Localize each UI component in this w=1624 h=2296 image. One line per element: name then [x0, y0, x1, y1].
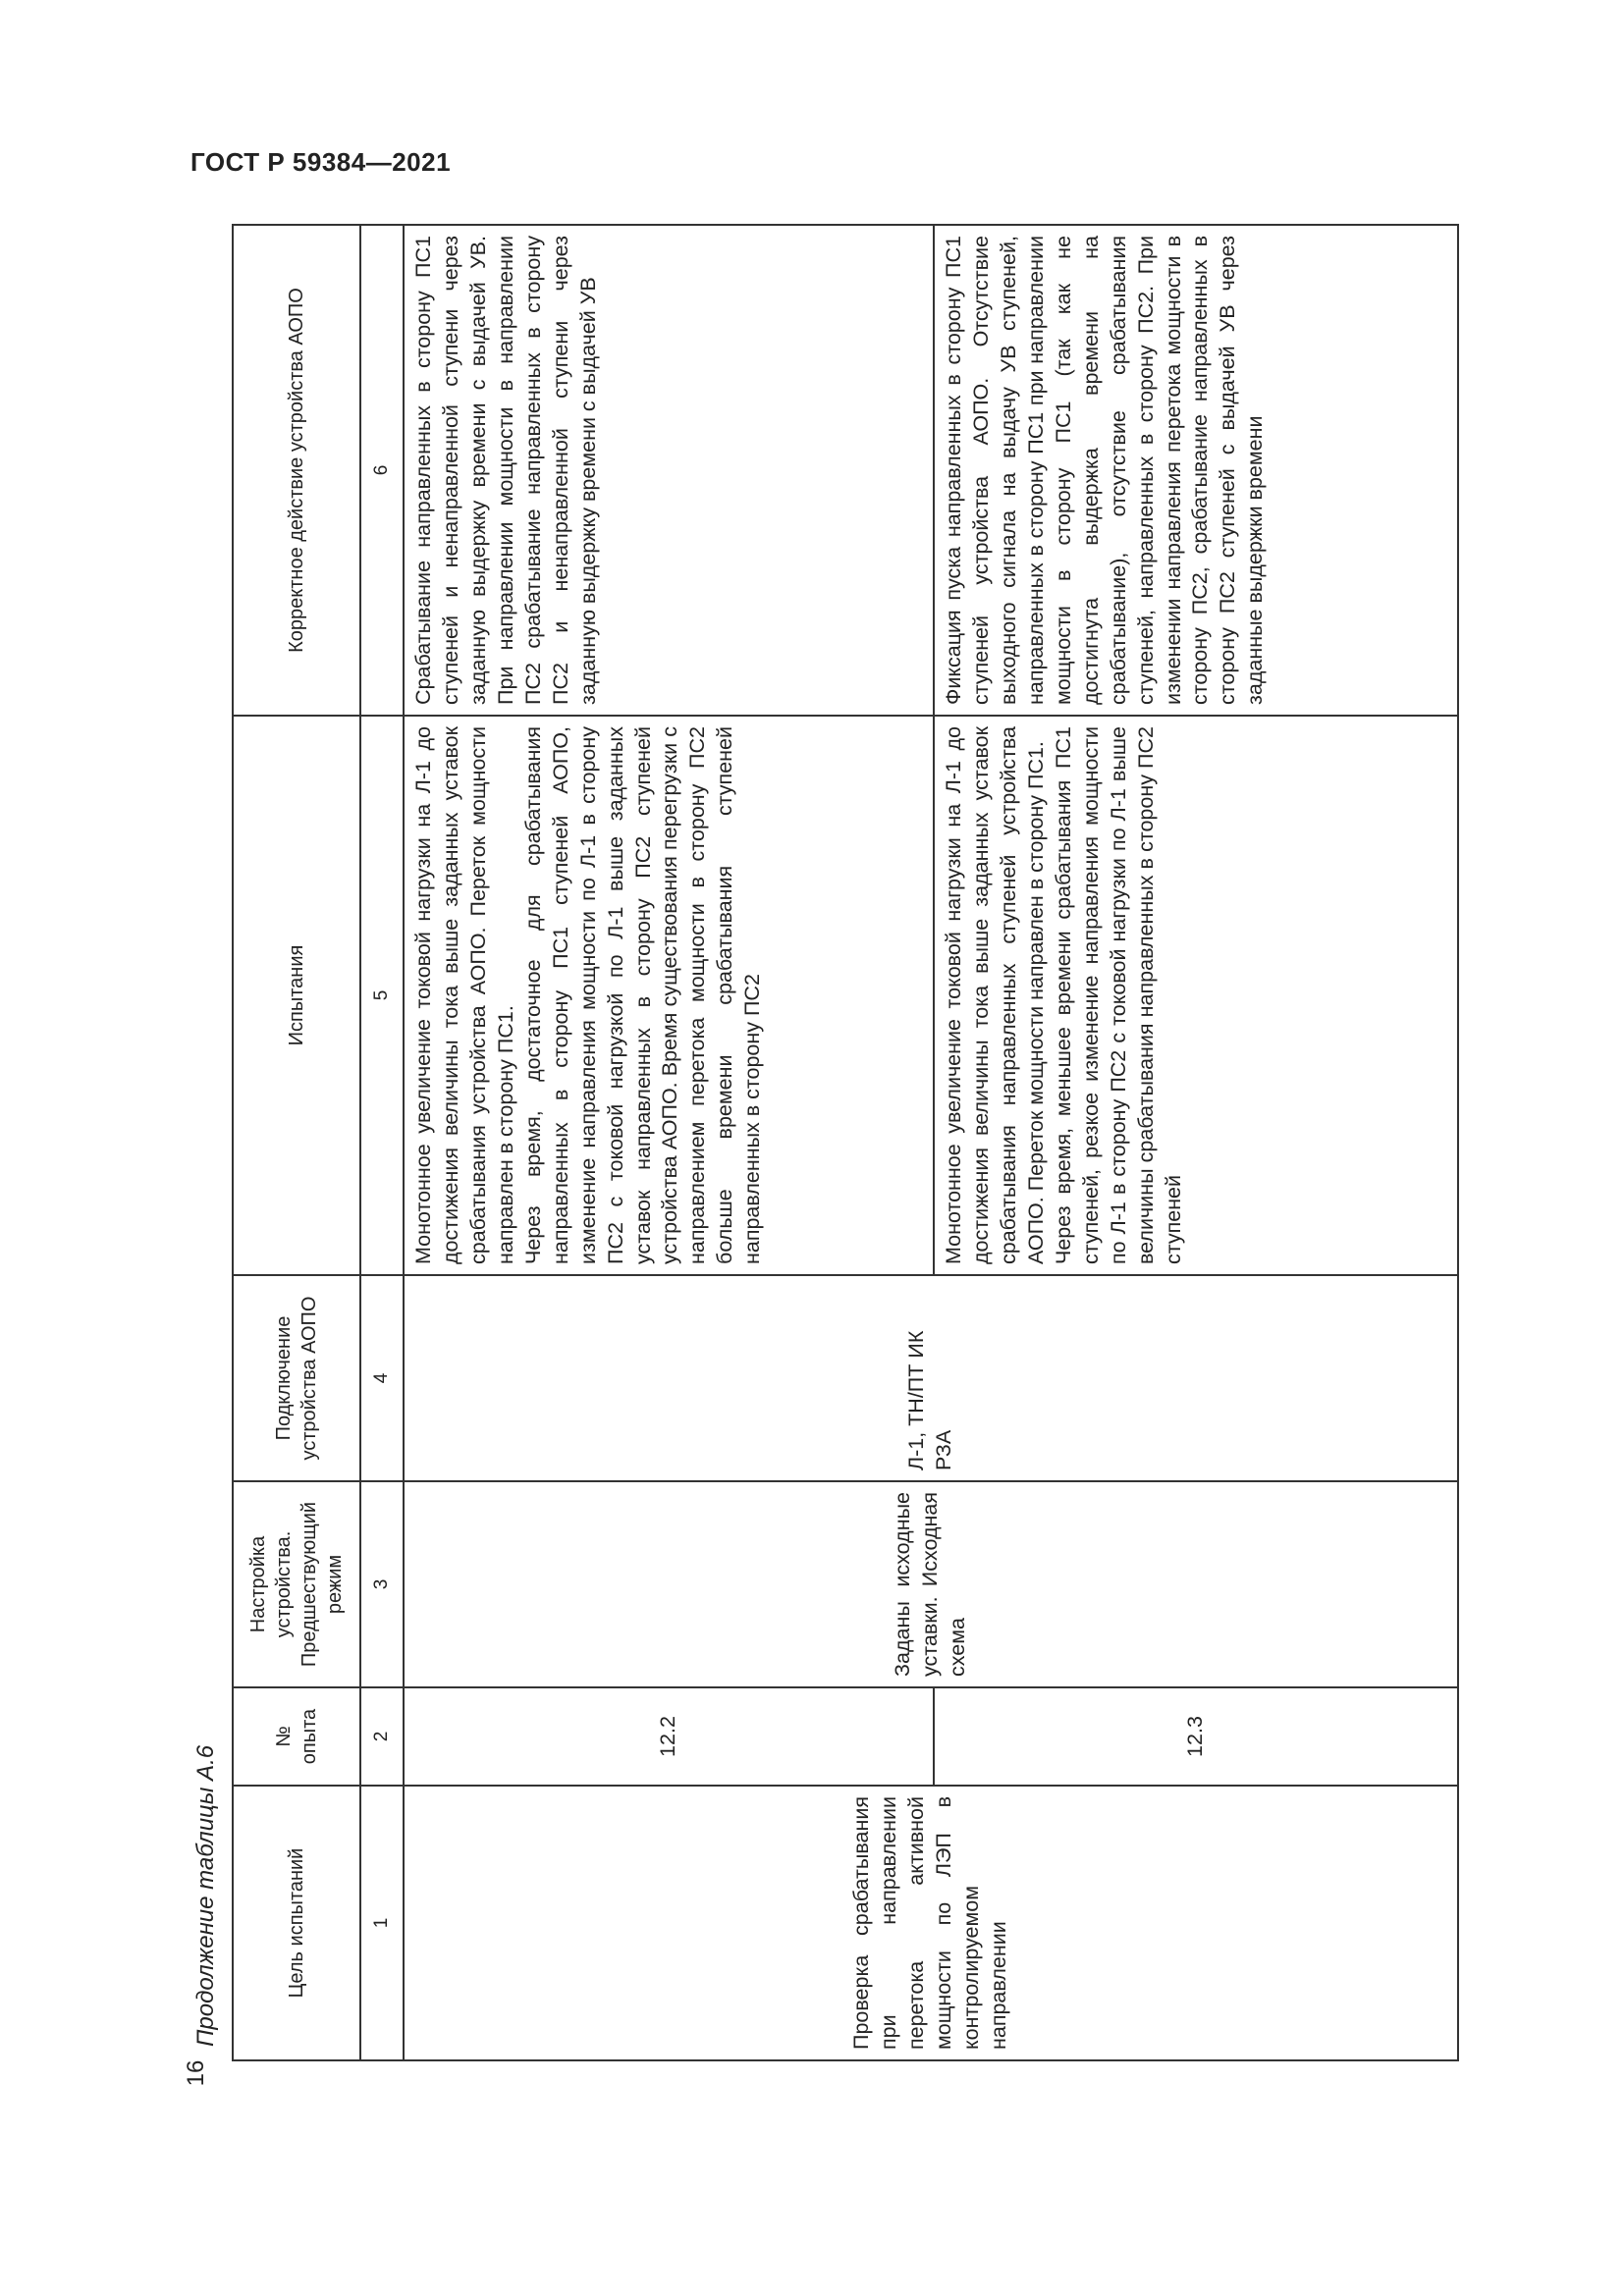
test-table [232, 224, 1459, 2061]
table-caption: Продолжение таблицы А.6 [192, 1744, 219, 2047]
table-container [232, 226, 1459, 2061]
column-number: 5 [360, 716, 404, 1275]
column-header: № опыта [233, 1687, 360, 1786]
column-header: Цель испытаний [233, 1786, 360, 2060]
connection-cell: Л-1, ТН/ПТ ИК РЗА [404, 1275, 1458, 1481]
table-row [404, 225, 934, 2060]
column-header: Настройка устройства. Предшествующий режим [233, 1481, 360, 1687]
header-row [233, 225, 360, 2060]
test-description: Монотонное увеличение токовой нагрузки на Л-1 до достижения величины тока выше заданных уставок срабатывания устройства АОПО. Переток мощности направлен в сторону ПС1. Через время, достаточное для срабатывания направленных в сторону ПС1 ступеней АОПО, изменение направления мощности по Л-1 в сторону ПС2 с токовой нагрузкой по Л-1 выше заданных уставок направленных в сторону ПС2 ступеней устройства АОПО. Время существования перегрузки с направлением перетока мощности в сторону ПС2 больше времени срабатывания ступеней направленных в сторону ПС2 [404, 716, 934, 1275]
column-number: 4 [360, 1275, 404, 1481]
column-header: Корректное действие устройства АОПО [233, 225, 360, 716]
test-description: Монотонное увеличение токовой нагрузки на Л-1 до достижения величины тока выше заданных уставок срабатывания направленных ступеней устройства АОПО. Переток мощности направлен в сторону ПС1. Через время, меньшее времени срабатывания ПС1 ступеней, резкое изменение направления мощности по Л-1 в сторону ПС2 с токовой нагрузки по Л-1 выше величины срабатывания направленных в сторону ПС2 ступеней [934, 716, 1458, 1275]
expected-result: Срабатывание направленных в сторону ПС1 ступеней и ненаправленной ступени через заданную выдержку времени с выдачей УВ. При направлении мощности в направлении ПС2 срабатывание направленных в сторону ПС2 и ненаправленной ступени через заданную выдержку времени с выдачей УВ [404, 225, 934, 716]
purpose-cell: Проверка срабатывания при направлении перетока активной мощности по ЛЭП в контролируемом направлении [404, 1786, 1458, 2060]
column-number: 6 [360, 225, 404, 716]
table-row [934, 225, 1458, 2060]
column-header: Испытания [233, 716, 360, 1275]
page-number: 16 [183, 2059, 209, 2087]
setup-cell: Заданы исходные уставки. Исходная схема [404, 1481, 1458, 1687]
experiment-number: 12.2 [404, 1687, 934, 1786]
column-number: 1 [360, 1786, 404, 2060]
rotated-table-frame [232, 226, 1459, 2061]
experiment-number: 12.3 [934, 1687, 1458, 1786]
expected-result: Фиксация пуска направленных в сторону ПС1 ступеней устройства АОПО. Отсутствие выходного сигнала на выдачу УВ ступеней, направленных в сторону ПС1 при направлении мощности в сторону ПС1 (так как не достигнута выдержка времени на срабатывание), отсутствие срабатывания ступеней, направленных в сторону ПС2. При изменении направления перетока мощности в сторону ПС2, срабатывание направленных в сторону ПС2 ступеней с выдачей УВ через заданные выдержки времени [934, 225, 1458, 716]
column-number: 3 [360, 1481, 404, 1687]
document-title: ГОСТ Р 59384—2021 [190, 147, 452, 177]
column-number-row [360, 225, 404, 2060]
column-header: Подключение устройства АОПО [233, 1275, 360, 1481]
column-number: 2 [360, 1687, 404, 1786]
